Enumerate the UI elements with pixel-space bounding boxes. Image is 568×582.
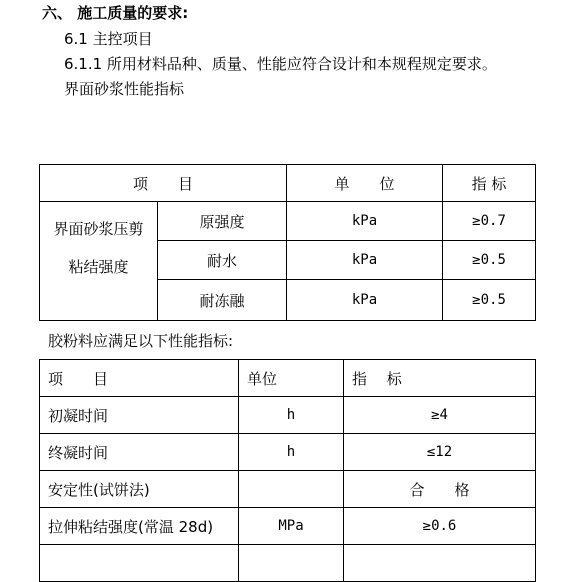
table1-caption: 界面砂浆性能指标 xyxy=(64,80,185,98)
table2-item: 初凝时间 xyxy=(40,397,239,434)
table1-header-row xyxy=(40,165,536,202)
table2-item: 安定性(试饼法) xyxy=(40,471,239,508)
table2-item xyxy=(40,545,239,582)
table2-value xyxy=(344,545,536,582)
table2-header-value: 指 标 xyxy=(344,360,536,397)
table2-value: ≥0.6 xyxy=(344,508,536,545)
table2-unit xyxy=(239,471,344,508)
table1-item: 耐水 xyxy=(158,241,287,280)
table2-value: ≤12 xyxy=(344,434,536,471)
interface-mortar-table xyxy=(39,164,536,321)
subsection-title: 6.1 主控项目 xyxy=(64,30,153,48)
group-label-line1: 界面砂浆压剪 xyxy=(53,220,144,238)
table1-value: ≥0.7 xyxy=(443,202,536,241)
table1-header-unit: 单 位 xyxy=(287,165,443,202)
table1-group-label xyxy=(40,202,158,321)
table1-unit: kPa xyxy=(287,280,443,321)
table-row xyxy=(40,545,536,582)
section-heading: 六、 施工质量的要求: xyxy=(42,4,189,22)
table2-caption: 胶粉料应满足以下性能指标: xyxy=(48,332,234,350)
powder-material-table xyxy=(39,359,536,582)
table2-unit xyxy=(239,545,344,582)
table-row xyxy=(40,202,536,241)
table2-unit: h xyxy=(239,434,344,471)
table2-header-row xyxy=(40,360,536,397)
clause-text: 6.1.1 所用材料品种、质量、性能应符合设计和本规程规定要求。 xyxy=(64,55,497,73)
table2-item: 拉伸粘结强度(常温 28d) xyxy=(40,508,239,545)
table1-unit: kPa xyxy=(287,241,443,280)
group-label-line2: 粘结强度 xyxy=(68,258,129,276)
table2-header-item: 项 目 xyxy=(40,360,239,397)
table-row xyxy=(40,434,536,471)
table1-item: 耐冻融 xyxy=(158,280,287,321)
table1-unit: kPa xyxy=(287,202,443,241)
table-row xyxy=(40,471,536,508)
table2-header-unit: 单位 xyxy=(239,360,344,397)
table1-header-item: 项 目 xyxy=(40,165,287,202)
table2-value: 合 格 xyxy=(344,471,536,508)
table-row xyxy=(40,397,536,434)
table1-item: 原强度 xyxy=(158,202,287,241)
table2-value: ≥4 xyxy=(344,397,536,434)
table-row xyxy=(40,508,536,545)
table2-item: 终凝时间 xyxy=(40,434,239,471)
table2-unit: MPa xyxy=(239,508,344,545)
table1-header-value: 指 标 xyxy=(443,165,536,202)
table2-unit: h xyxy=(239,397,344,434)
table1-value: ≥0.5 xyxy=(443,241,536,280)
table1-value: ≥0.5 xyxy=(443,280,536,321)
